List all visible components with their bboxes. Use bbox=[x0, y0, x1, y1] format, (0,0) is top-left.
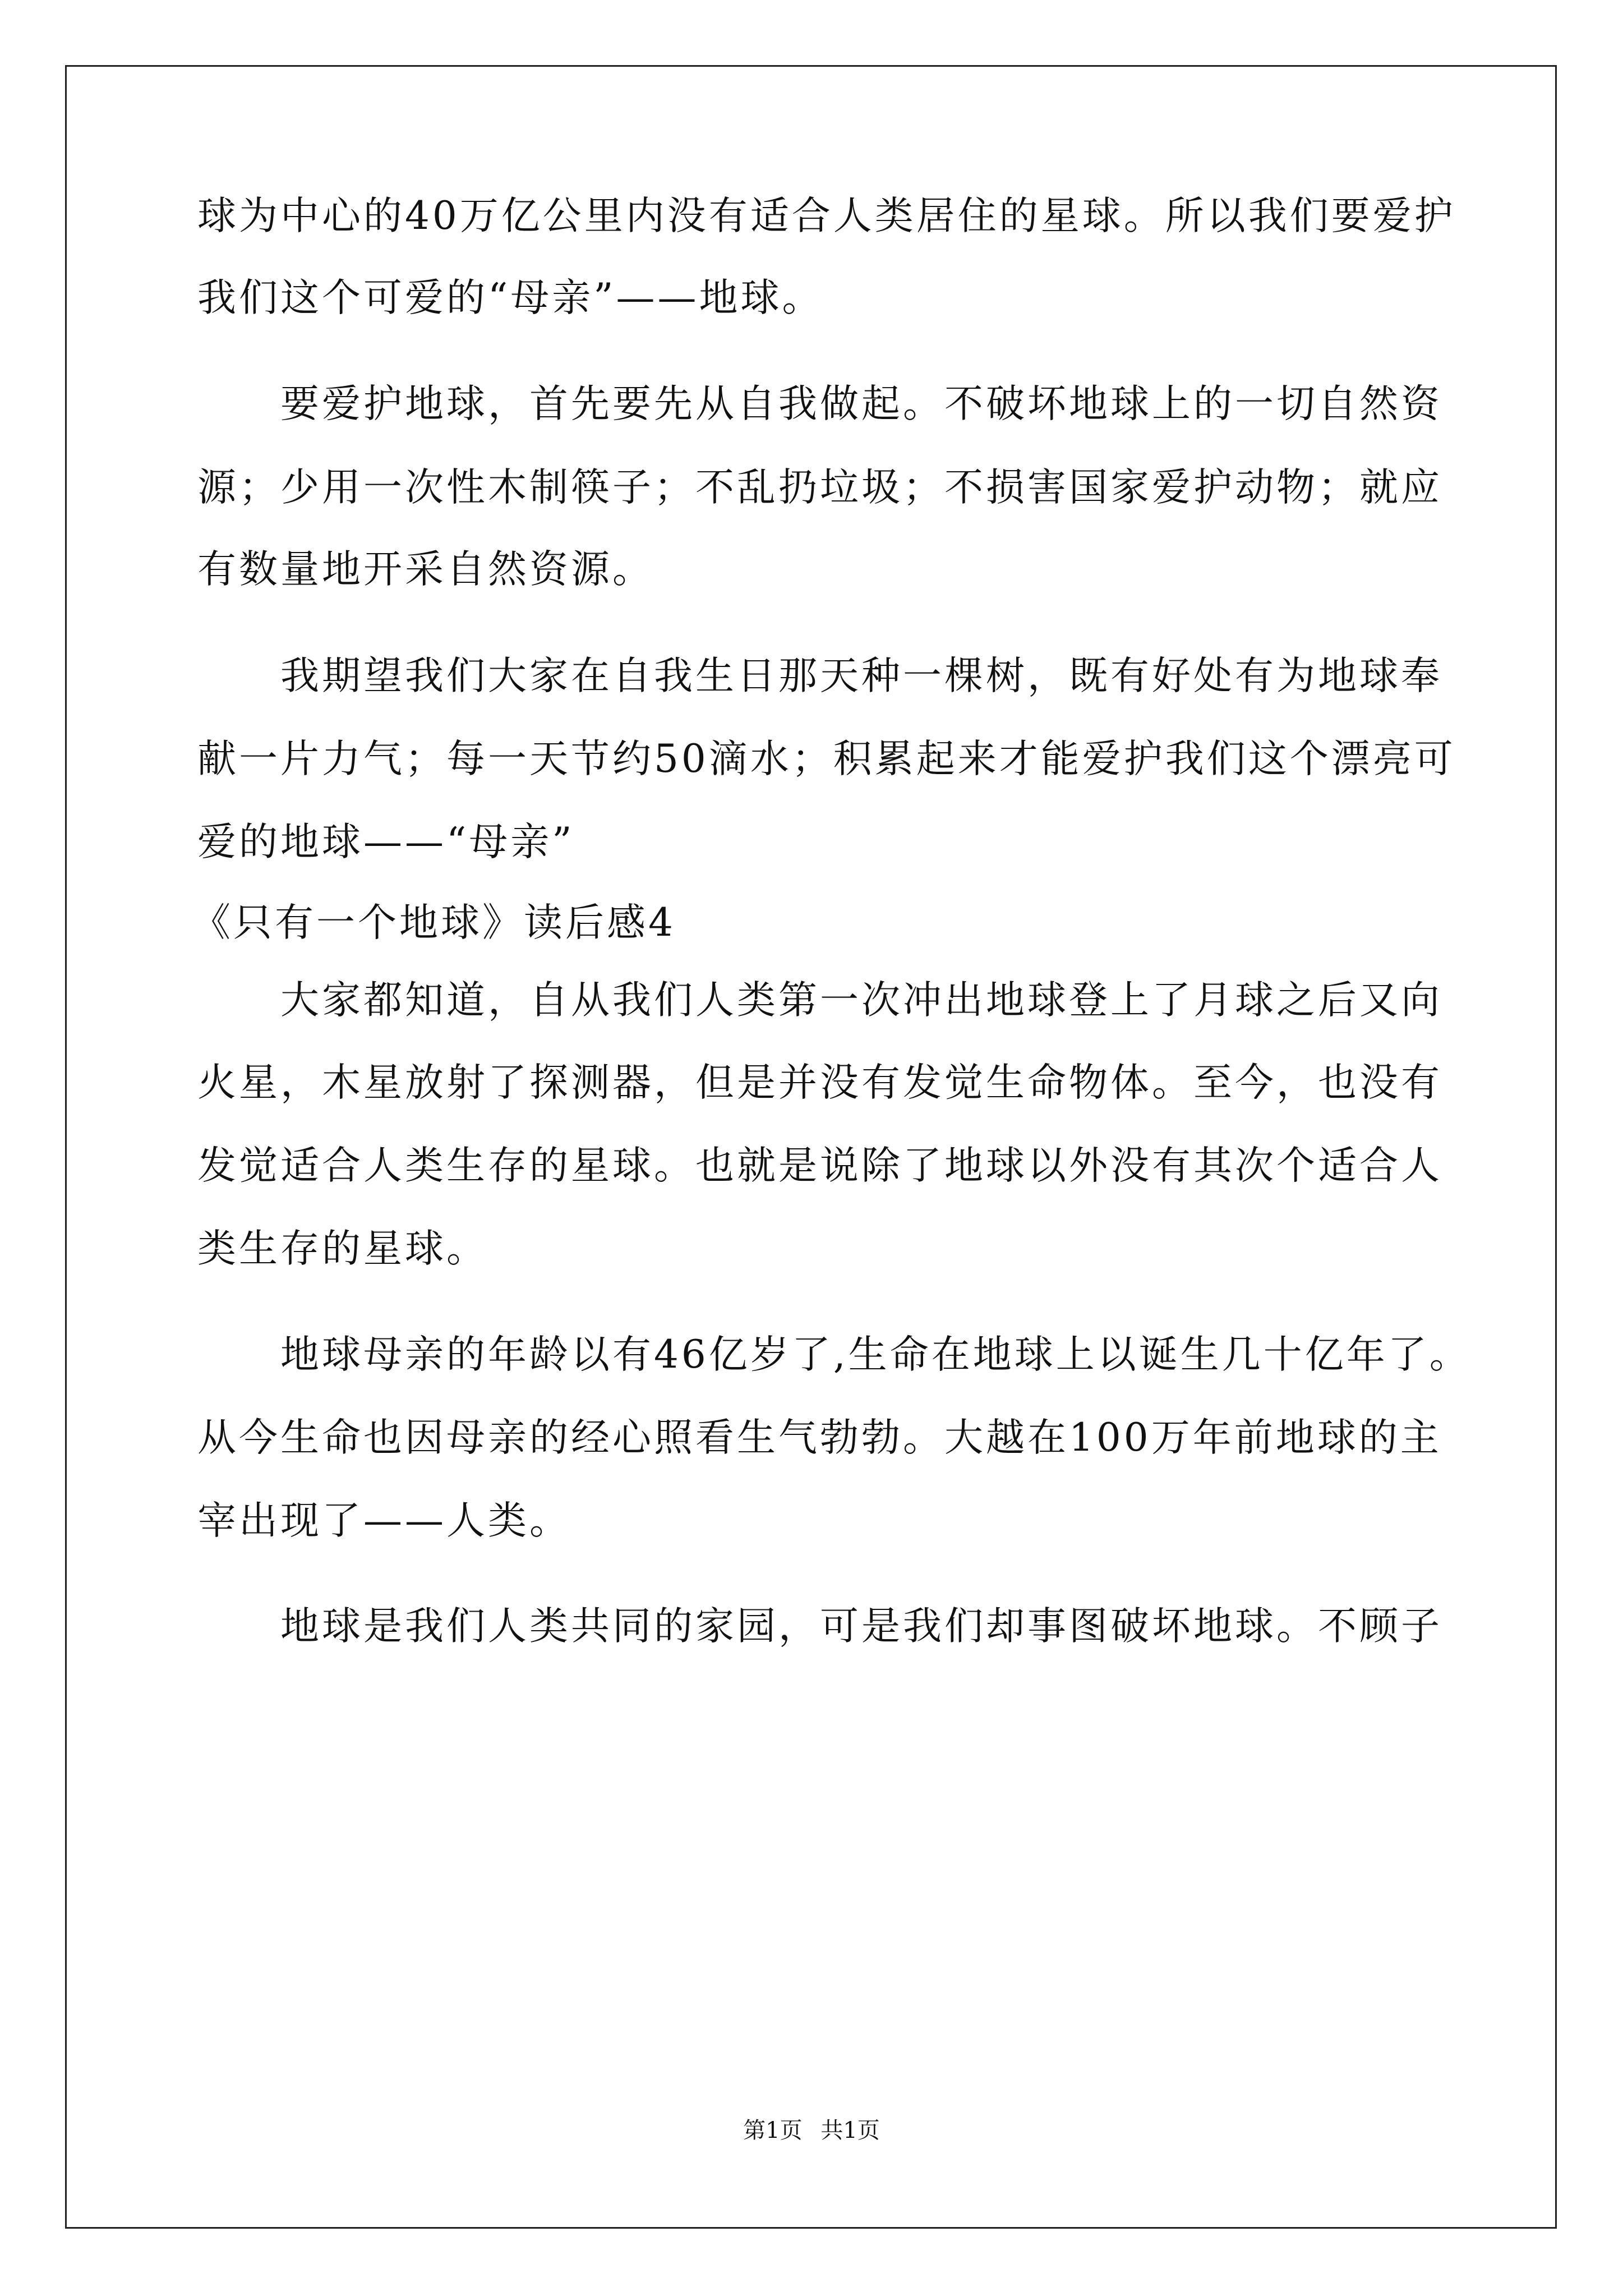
paragraph-start-line: 地球是我们人类共同的家园，可是我们却事图破坏地球。不顾子 bbox=[280, 1604, 1442, 1649]
text-line: 球为中心的40万亿公里内没有适合人类居住的星球。所以我们要爱护 bbox=[197, 194, 1456, 238]
paragraph-start-line: 要爱护地球，首先要先从自我做起。不破坏地球上的一切自然资 bbox=[280, 381, 1442, 426]
page-footer bbox=[0, 2116, 1623, 2145]
text-line: 我们这个可爱的“母亲”——地球。 bbox=[197, 275, 824, 320]
text-line: 爱的地球——“母亲” bbox=[197, 820, 575, 864]
text-line: 宰出现了——人类。 bbox=[197, 1498, 571, 1543]
text-line: 源；少用一次性木制筷子；不乱扔垃圾；不损害国家爱护动物；就应 bbox=[197, 465, 1442, 510]
page-number-total: 共1页 bbox=[820, 2118, 880, 2143]
text-line: 发觉适合人类生存的星球。也就是说除了地球以外没有其次个适合人 bbox=[197, 1143, 1442, 1188]
paragraph-start-line: 我期望我们大家在自我生日那天种一棵树，既有好处有为地球奉 bbox=[280, 654, 1442, 698]
paragraph-start-line: 大家都知道，自从我们人类第一次冲出地球登上了月球之后又向 bbox=[280, 978, 1442, 1023]
text-line: 从今生命也因母亲的经心照看生气勃勃。大越在100万年前地球的主 bbox=[197, 1415, 1442, 1460]
text-line: 有数量地开采自然资源。 bbox=[197, 547, 654, 592]
text-line: 火星，木星放射了探测器，但是并没有发觉生命物体。至今，也没有 bbox=[197, 1060, 1442, 1105]
page-number-current: 第1页 bbox=[743, 2118, 803, 2143]
paragraph-start-line: 地球母亲的年龄以有46亿岁了,生命在地球上以诞生几十亿年了。 bbox=[280, 1332, 1471, 1377]
text-line: 献一片力气；每一天节约50滴水；积累起来才能爱护我们这个漂亮可 bbox=[197, 737, 1456, 781]
text-line: 类生存的星球。 bbox=[197, 1226, 488, 1271]
section-heading: 《只有一个地球》读后感4 bbox=[192, 900, 676, 945]
